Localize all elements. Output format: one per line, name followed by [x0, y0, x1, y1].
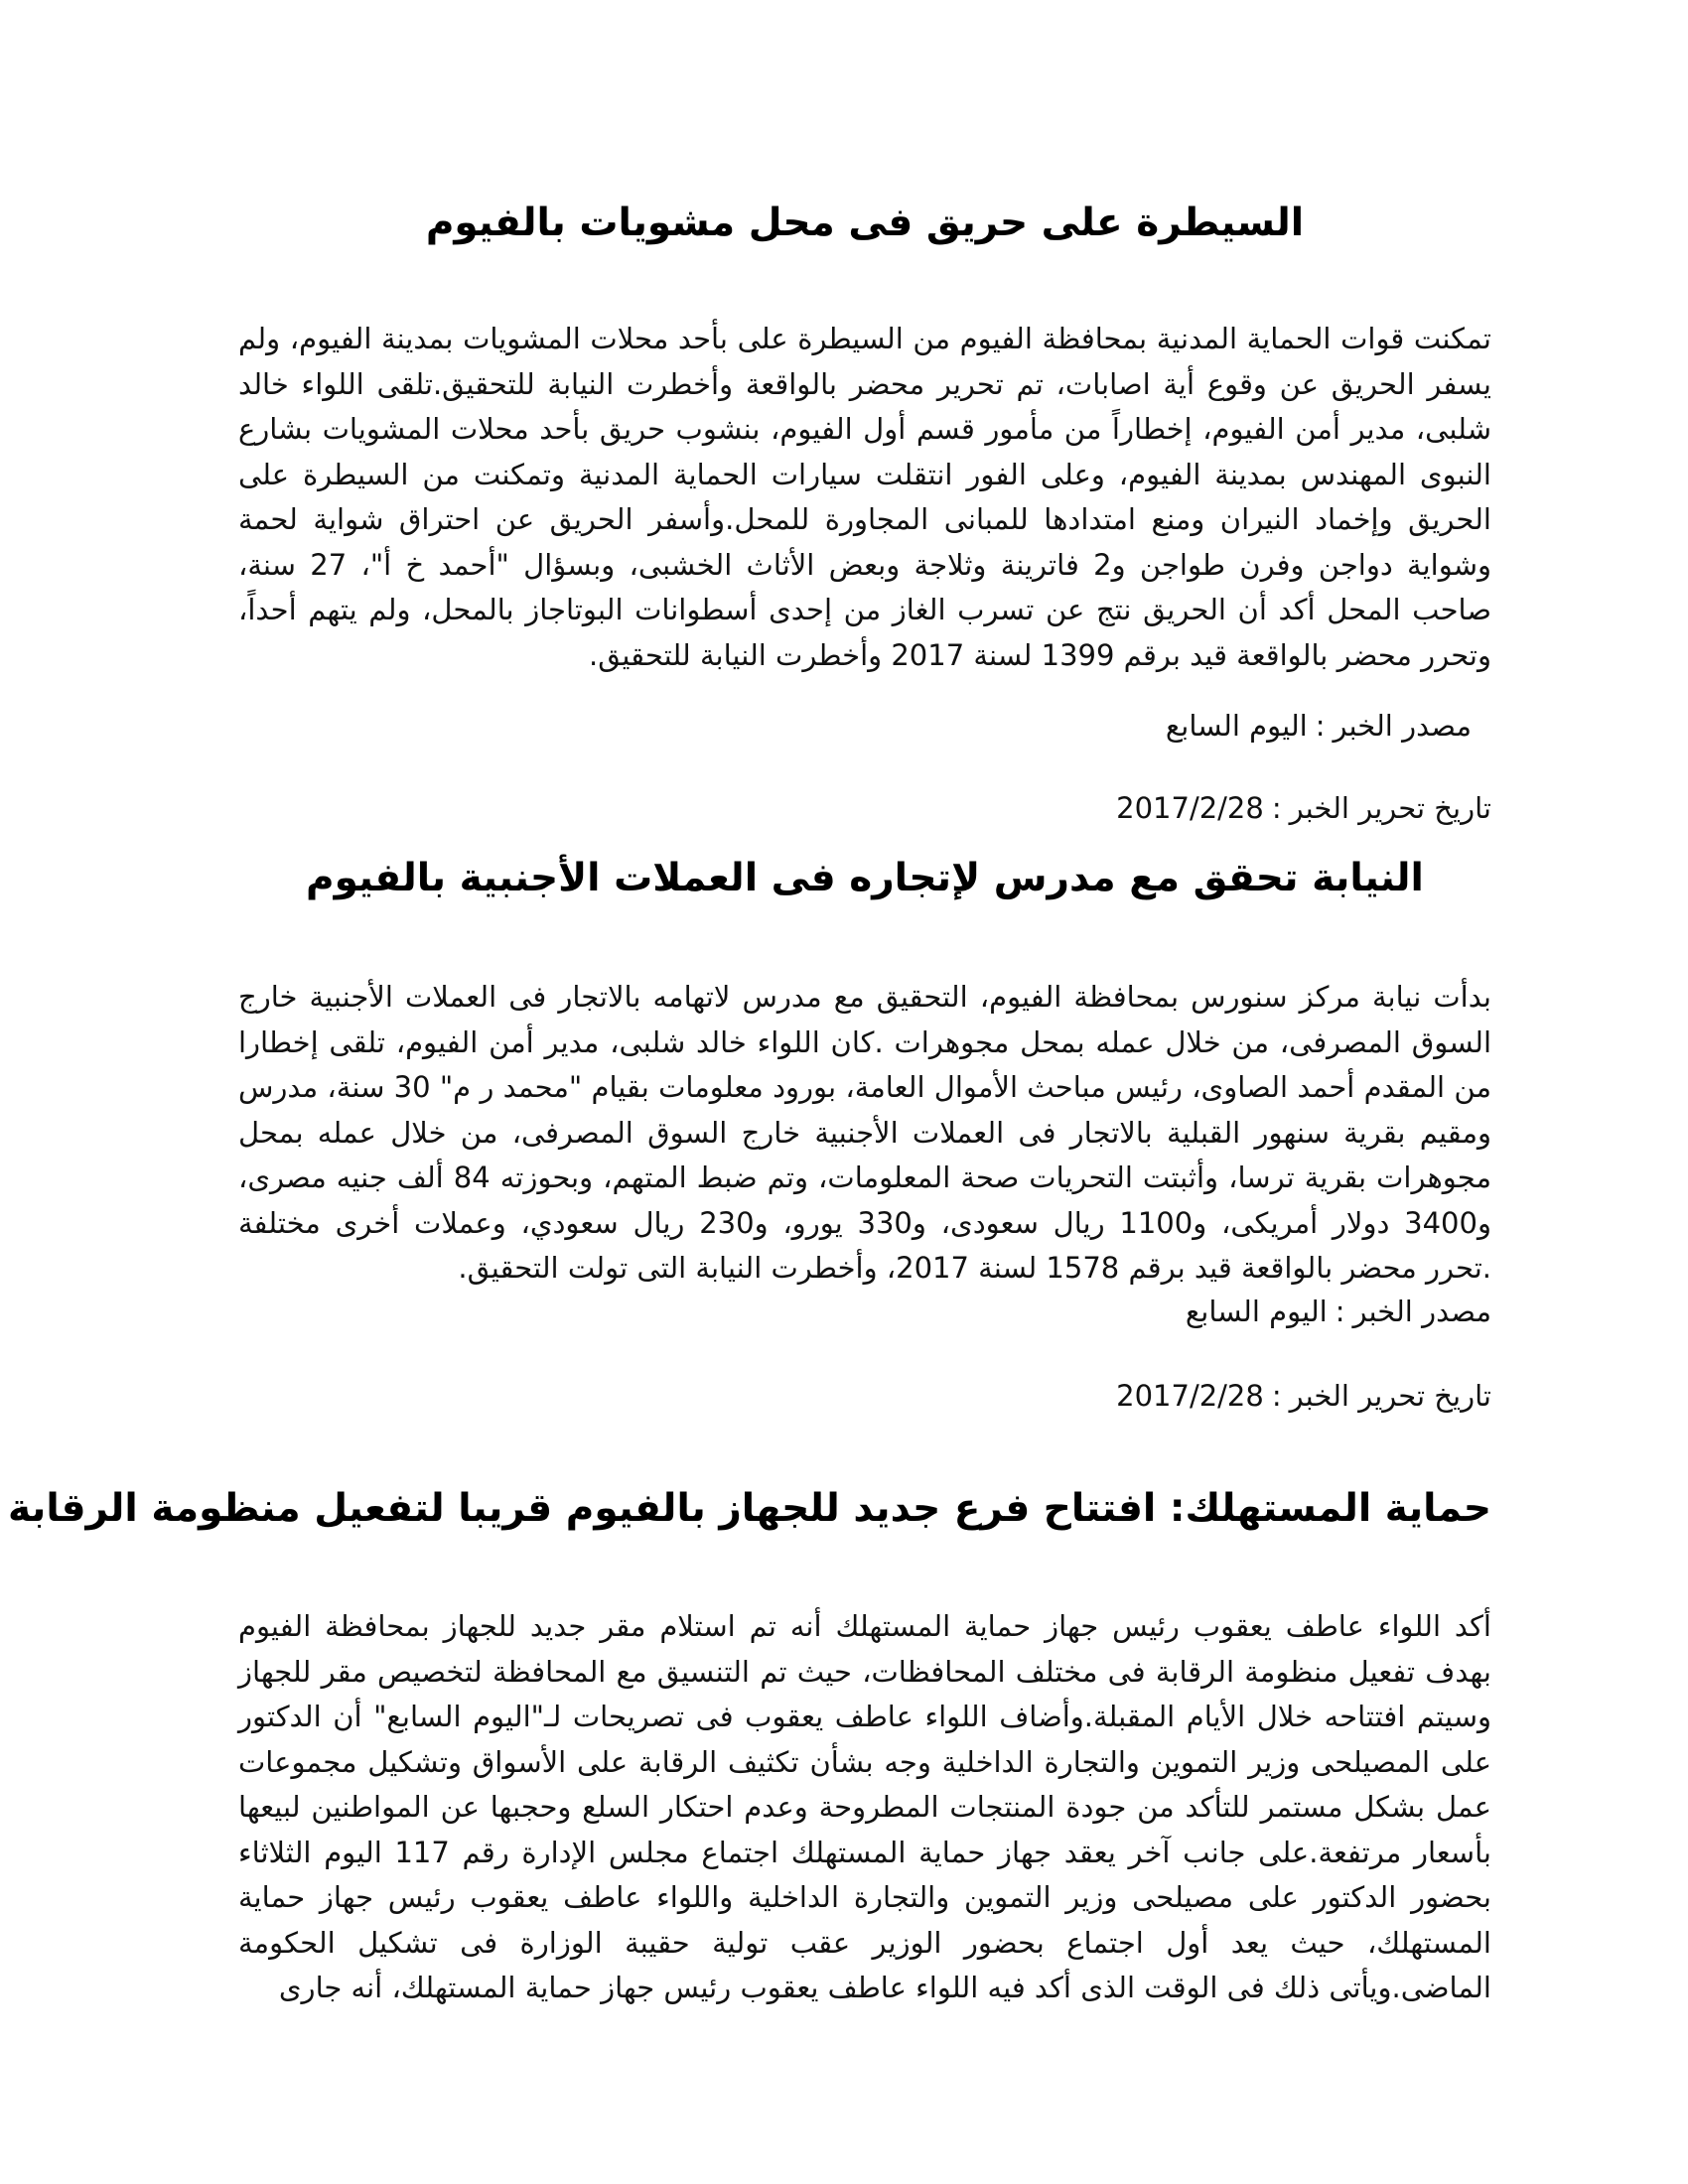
news-date-label: تاريخ تحرير الخبر [1289, 791, 1491, 825]
article-teacher-currency [238, 849, 1491, 1419]
article-body: بدأت نيابة مركز سنورس بمحافظة الفيوم، التحقيق مع مدرس لاتهامه بالاتجار فى العملات الأجنبية خارج السوق المصرفى، من خلال عمله بمحل مجوهرات .كان اللواء خالد شلبى، مدير أمن الفيوم، تلقى إخطارا من المقدم أحمد الصاوى، رئيس مباحث الأموال العامة، بورود معلومات بقيام "محمد ر م" 30 سنة، مدرس ومقيم بقرية سنهور القبلية بالاتجار فى العملات الأجنبية خارج السوق المصرفى، من خلال عمله بمحل مجوهرات بقرية ترسا، وأثبتت التحريات صحة المعلومات، وتم ضبط المتهم، وبحوزته 84 ألف جنيه مصرى، و3400 دولار أمريكى، و1100 ريال سعودى، و330 يورو، و230 ريال سعودي، وعملات أخرى مختلفة .تحرر محضر بالواقعة قيد برقم 1578 لسنة 2017، وأخطرت النيابة التى تولت التحقيق. [238, 980, 1491, 1285]
news-source-label: مصدر الخبر [1333, 709, 1472, 743]
article-headline: السيطرة على حريق فى محل مشويات بالفيوم [425, 201, 1305, 245]
news-date-value: 2017/2/28 [1116, 1378, 1264, 1413]
article-fire-fayoum [238, 194, 1491, 831]
news-source-line: مصدر الخبر:اليوم السابع [1185, 1294, 1491, 1328]
news-date-line: تاريخ تحرير الخبر:2017/2/28 [1116, 791, 1491, 825]
article-headline: حماية المستهلك: افتتاح فرع جديد للجهاز بالفيوم قريبا لتفعيل منظومة الرقابة [8, 1486, 1491, 1531]
news-source-line: مصدر الخبر:اليوم السابع [1165, 709, 1472, 743]
article-headline: النيابة تحقق مع مدرس لإتجاره فى العملات الأجنبية بالفيوم [306, 856, 1424, 900]
article-body: تمكنت قوات الحماية المدنية بمحافظة الفيوم من السيطرة على بأحد محلات المشويات بمدينة الفيوم، ولم يسفر الحريق عن وقوع أية اصابات، تم تحرير محضر بالواقعة وأخطرت النيابة للتحقيق.تلقى اللواء خالد شلبى، مدير أمن الفيوم، إخطاراً من مأمور قسم أول الفيوم، بنشوب حريق بأحد محلات المشويات بشارع النبوى المهندس بمدينة الفيوم، وعلى الفور انتقلت سيارات الحماية المدنية وتمكنت من السيطرة على الحريق وإخماد النيران ومنع امتدادها للمبانى المجاورة للمحل.وأسفر الحريق عن احتراق شواية لحمة وشواية دواجن وفرن طواجن و2 فاترينة وثلاجة وبعض الأثاث الخشبى، وبسؤال "أحمد خ أ"، 27 سنة، صاحب المحل أكد أن الحريق نتج عن تسرب الغاز من إحدى أسطوانات البوتاجاز بالمحل، ولم يتهم أحداً، وتحرر محضر بالواقعة قيد برقم 1399 لسنة 2017 وأخطرت النيابة للتحقيق. [238, 322, 1492, 672]
news-source-value: اليوم السابع [1165, 709, 1308, 743]
article-consumer-protection [8, 1479, 1491, 2011]
news-date-label: تاريخ تحرير الخبر [1289, 1378, 1491, 1413]
news-date-line: تاريخ تحرير الخبر:2017/2/28 [1116, 1378, 1491, 1413]
news-date-value: 2017/2/28 [1116, 791, 1264, 825]
news-source-label: مصدر الخبر [1352, 1294, 1491, 1328]
article-body: أكد اللواء عاطف يعقوب رئيس جهاز حماية المستهلك أنه تم استلام مقر جديد للجهاز بمحافظة الفيوم بهدف تفعيل منظومة الرقابة فى مختلف المحافظات، حيث تم التنسيق مع المحافظة لتخصيص مقر للجهاز وسيتم افتتاحه خلال الأيام المقبلة.وأضاف اللواء عاطف يعقوب فى تصريحات لـ"اليوم السابع" أن الدكتور على المصيلحى وزير التموين والتجارة الداخلية وجه بشأن تكثيف الرقابة على الأسواق وتشكيل مجموعات عمل بشكل مستمر للتأكد من جودة المنتجات المطروحة وعدم احتكار السلع وحجبها عن المواطنين لبيعها بأسعار مرتفعة.على جانب آخر يعقد جهاز حماية المستهلك اجتماع مجلس الإدارة رقم 117 اليوم الثلاثاء بحضور الدكتور على مصيلحى وزير التموين والتجارة الداخلية واللواء عاطف يعقوب رئيس جهاز حماية المستهلك، حيث يعد أول اجتماع بحضور الوزير عقب تولية حقيبة الوزارة فى تشكيل الحكومة الماضى.ويأتى ذلك فى الوقت الذى أكد فيه اللواء عاطف يعقوب رئيس جهاز حماية المستهلك، أنه جارى [238, 1609, 1491, 2004]
news-source-value: اليوم السابع [1185, 1294, 1328, 1328]
